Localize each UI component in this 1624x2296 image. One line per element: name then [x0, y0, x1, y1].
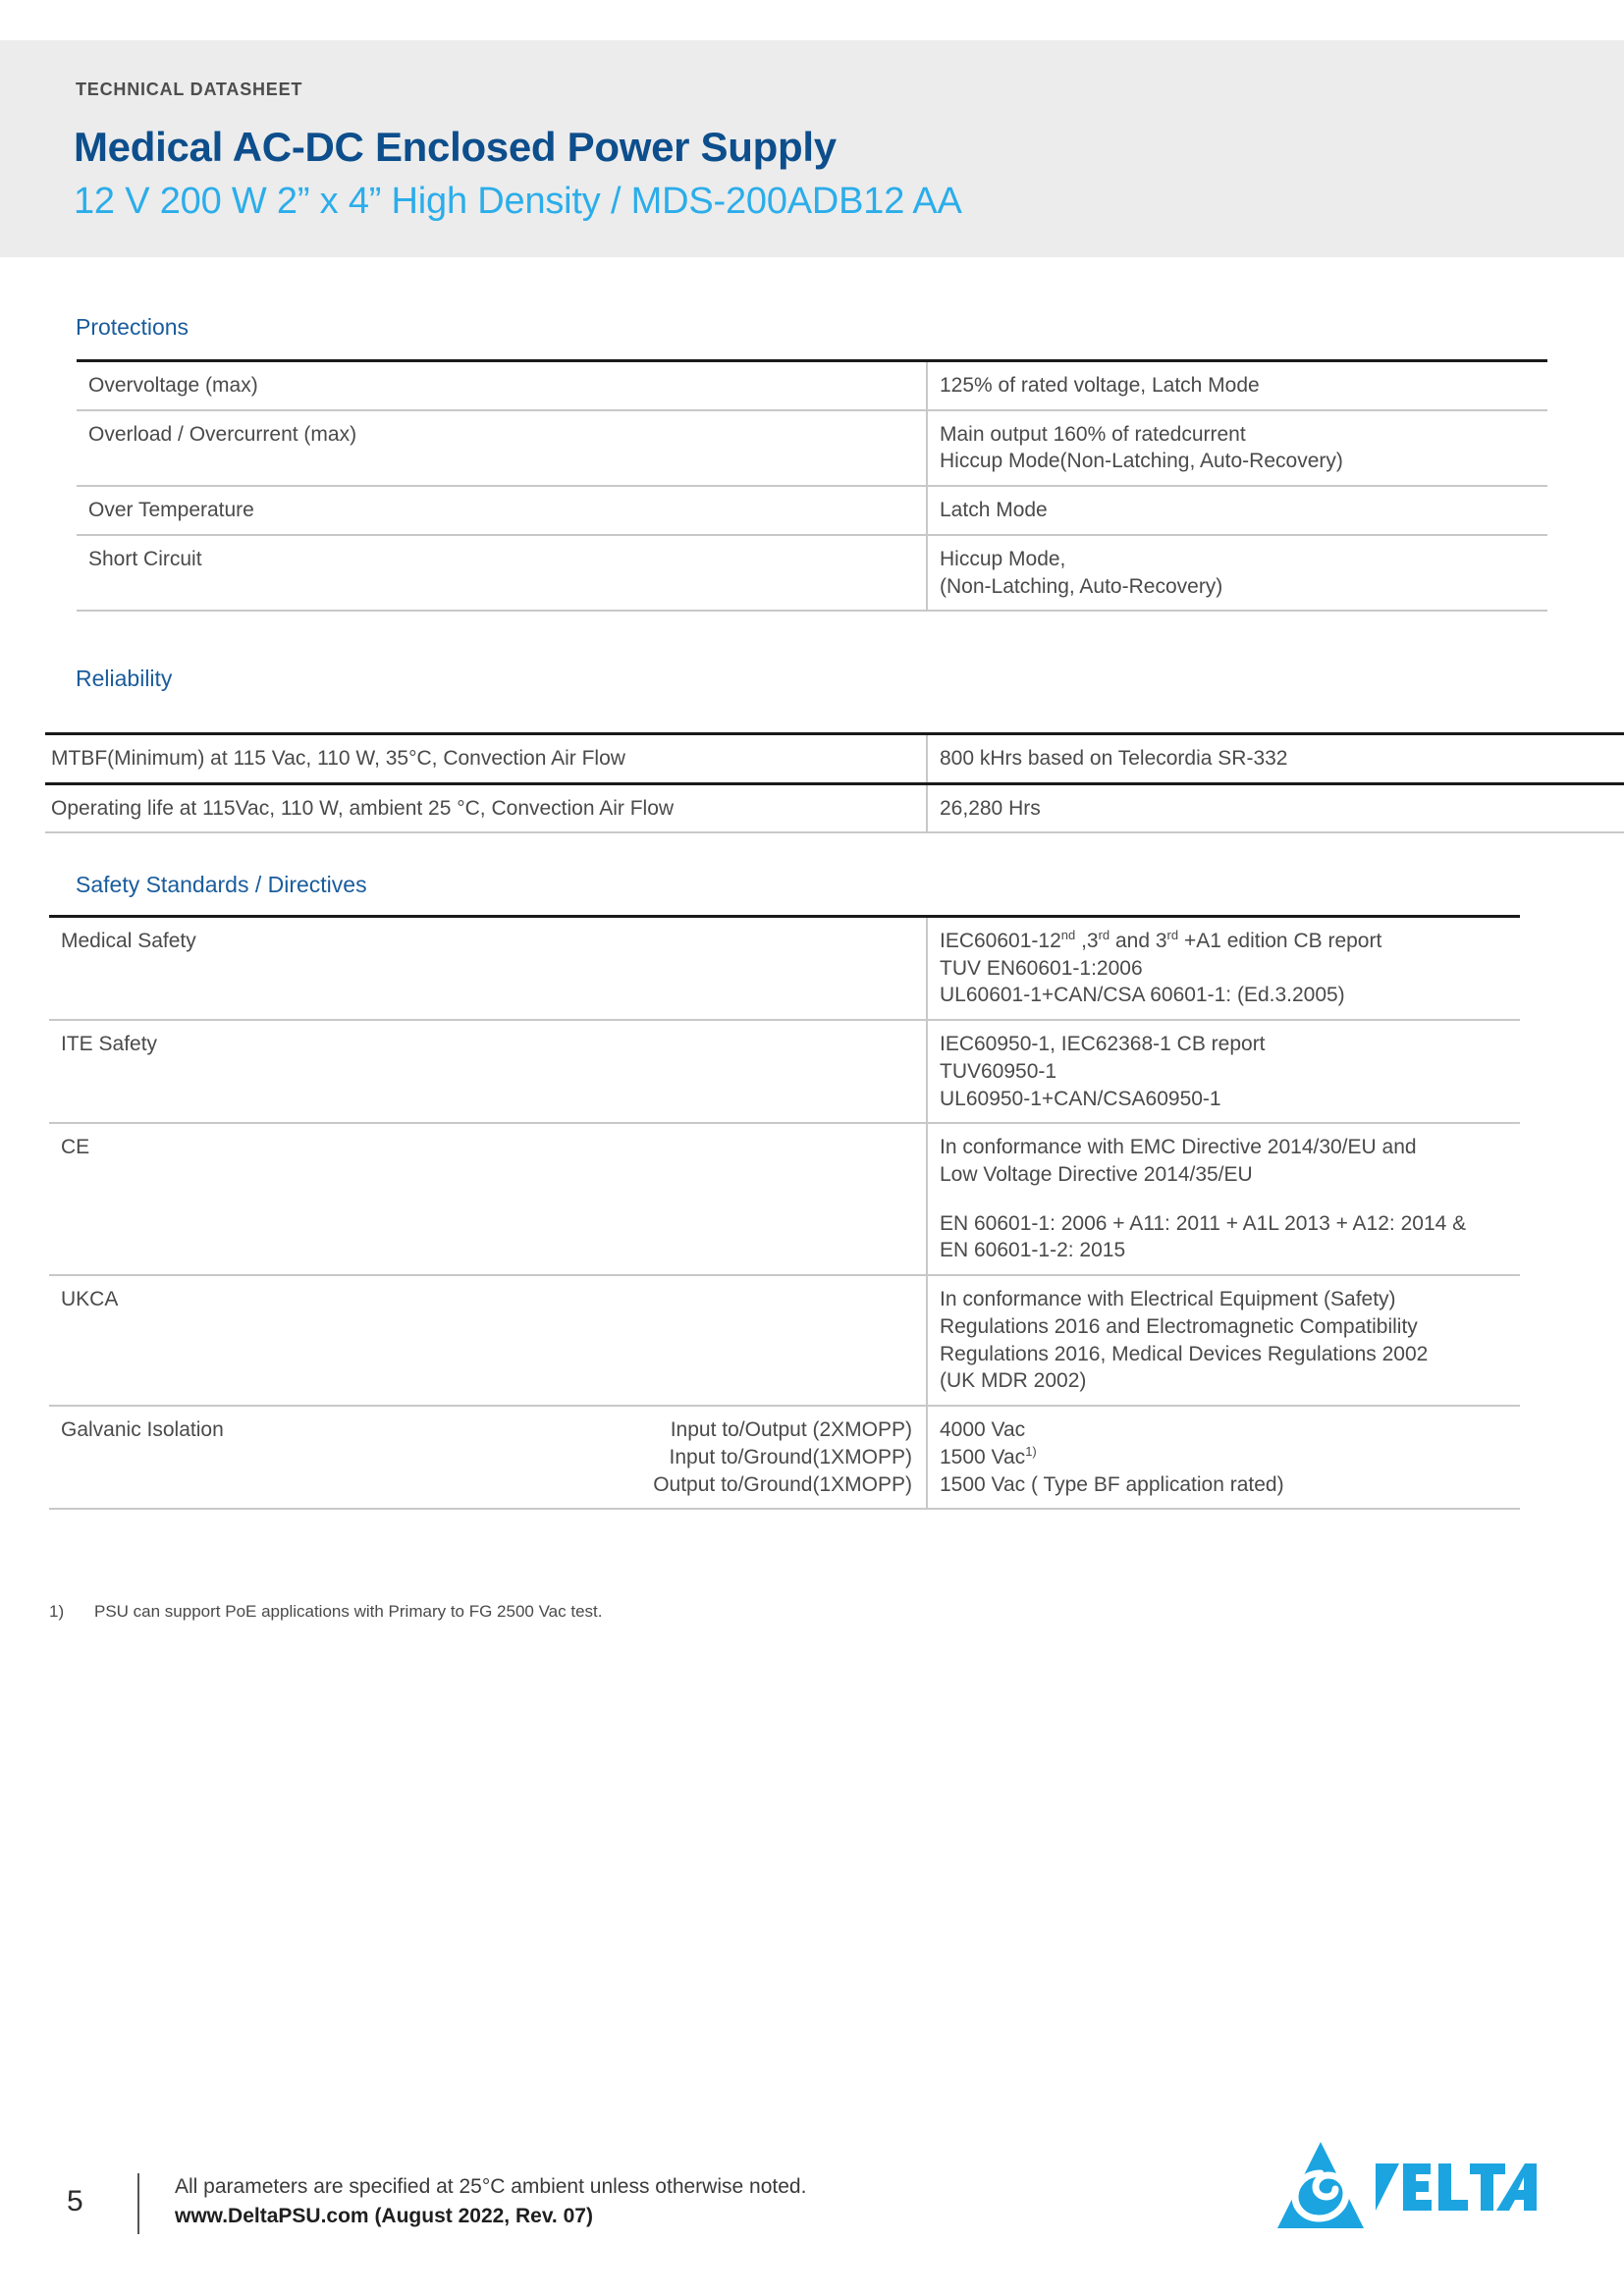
safety-value-4-line1: 4000 Vac: [940, 1418, 1026, 1442]
reliability-table: [45, 732, 1624, 833]
page-number: 5: [67, 2185, 83, 2217]
delta-logo-icon: [1273, 2138, 1539, 2236]
safety-table: [49, 915, 1520, 1510]
protections-label-3: Short Circuit: [77, 535, 927, 611]
section-heading-reliability: Reliability: [76, 666, 173, 691]
protections-value-1-line1: Main output 160% of ratedcurrent: [940, 422, 1246, 446]
protections-label-0: Overvoltage (max): [77, 361, 927, 410]
safety-value-3: [927, 1275, 1520, 1406]
table-row: [77, 486, 1547, 535]
table-row: [77, 361, 1547, 410]
table-row: [45, 734, 1624, 784]
protections-table: [77, 359, 1547, 612]
safety-mid-4-line3: Output to/Ground(1XMOPP): [653, 1472, 912, 1496]
safety-label-4: Galvanic Isolation: [49, 1406, 550, 1509]
reliability-value-0: 800 kHrs based on Telecordia SR-332: [927, 734, 1624, 784]
page-subtitle: 12 V 200 W 2” x 4” High Density / MDS-200ADB12 AA: [74, 181, 962, 222]
safety-value-0-sup1: nd: [1060, 928, 1076, 942]
safety-value-1-line3: UL60950-1+CAN/CSA60950-1: [940, 1087, 1221, 1110]
protections-value-1: [927, 410, 1547, 486]
kicker-label: TECHNICAL DATASHEET: [76, 80, 303, 99]
reliability-label-1: Operating life at 115Vac, 110 W, ambient 25 °C, Convection Air Flow: [45, 783, 927, 832]
safety-value-0-sup3: rd: [1166, 928, 1179, 942]
footnote-text: PSU can support PoE applications with Primary to FG 2500 Vac test.: [94, 1602, 603, 1621]
section-heading-safety: Safety Standards / Directives: [76, 872, 367, 897]
safety-label-2: CE: [49, 1123, 550, 1275]
protections-value-3-line1: Hiccup Mode,: [940, 547, 1066, 570]
protections-label-2: Over Temperature: [77, 486, 927, 535]
safety-mid-4: [550, 1406, 927, 1509]
safety-mid-1: [550, 1020, 927, 1123]
safety-value-1-line2: TUV60950-1: [940, 1059, 1057, 1083]
safety-value-0-pre: IEC60601-12: [940, 930, 1061, 952]
safety-value-2-line2: Low Voltage Directive 2014/35/EU: [940, 1163, 1253, 1187]
safety-value-4-line2-sup: 1): [1025, 1443, 1037, 1459]
safety-value-3-line4: (UK MDR 2002): [940, 1369, 1087, 1393]
safety-value-2-spacer: [940, 1189, 1520, 1210]
reliability-label-0: MTBF(Minimum) at 115 Vac, 110 W, 35°C, Convection Air Flow: [45, 734, 927, 784]
safety-value-0-sup2: rd: [1098, 928, 1110, 942]
safety-mid-2: [550, 1123, 927, 1275]
footnote: [49, 1602, 602, 1622]
table-row: [49, 1406, 1520, 1509]
safety-value-2: [927, 1123, 1520, 1275]
footnote-number: 1): [49, 1602, 65, 1621]
reliability-value-1: 26,280 Hrs: [927, 783, 1624, 832]
table-row: [49, 1020, 1520, 1123]
safety-mid-3: [550, 1275, 927, 1406]
safety-value-2-line1: In conformance with EMC Directive 2014/30/EU and: [940, 1136, 1417, 1159]
safety-value-0-post: +A1 edition CB report: [1178, 930, 1382, 952]
table-row: [49, 917, 1520, 1021]
safety-value-3-line2: Regulations 2016 and Electromagnetic Compatibility: [940, 1314, 1418, 1338]
safety-value-3-line1: In conformance with Electrical Equipment (Safety): [940, 1288, 1396, 1311]
safety-mid-4-line2: Input to/Ground(1XMOPP): [669, 1445, 912, 1468]
safety-value-4-line3: 1500 Vac ( Type BF application rated): [940, 1472, 1284, 1496]
safety-value-4-line2: [940, 1444, 1520, 1471]
safety-value-1: [927, 1020, 1520, 1123]
safety-value-2-line3: EN 60601-1: 2006 + A11: 2011 + A1L 2013 + A12: 2014 &: [940, 1211, 1467, 1235]
safety-value-0-mid: ,3: [1075, 930, 1099, 952]
footer-divider: [137, 2173, 139, 2234]
protections-label-1: Overload / Overcurrent (max): [77, 410, 927, 486]
safety-label-3: UKCA: [49, 1275, 550, 1406]
safety-value-0: [927, 917, 1520, 1021]
safety-value-4: [927, 1406, 1520, 1509]
safety-label-0: Medical Safety: [49, 917, 550, 1021]
table-row: [49, 1275, 1520, 1406]
footer-website[interactable]: www.DeltaPSU.com (August 2022, Rev. 07): [175, 2205, 593, 2227]
safety-mid-4-line1: Input to/Output (2XMOPP): [670, 1418, 912, 1442]
safety-mid-0: [550, 917, 927, 1021]
safety-value-2-line4: EN 60601-1-2: 2015: [940, 1239, 1126, 1262]
protections-value-1-line2: Hiccup Mode(Non-Latching, Auto-Recovery): [940, 450, 1343, 473]
protections-value-3-line2: (Non-Latching, Auto-Recovery): [940, 574, 1223, 598]
table-row: [45, 783, 1624, 832]
safety-value-1-line1: IEC60950-1, IEC62368-1 CB report: [940, 1033, 1266, 1056]
section-heading-protections: Protections: [76, 314, 189, 340]
protections-value-3: [927, 535, 1547, 611]
safety-label-1: ITE Safety: [49, 1020, 550, 1123]
protections-value-2: Latch Mode: [927, 486, 1547, 535]
footer-note: All parameters are specified at 25°C ambient unless otherwise noted.: [175, 2175, 807, 2198]
table-row: [49, 1123, 1520, 1275]
page-title: Medical AC-DC Enclosed Power Supply: [74, 124, 837, 170]
protections-value-0: 125% of rated voltage, Latch Mode: [927, 361, 1547, 410]
safety-value-0-line3: UL60601-1+CAN/CSA 60601-1: (Ed.3.2005): [940, 984, 1345, 1007]
safety-value-3-line3: Regulations 2016, Medical Devices Regulations 2002: [940, 1342, 1429, 1365]
safety-value-4-line2-text: 1500 Vac: [940, 1445, 1026, 1468]
safety-value-0-line1: [940, 928, 1520, 955]
safety-value-0-mid2: and 3: [1110, 930, 1167, 952]
table-row: [77, 535, 1547, 611]
table-row: [77, 410, 1547, 486]
safety-value-0-line2: TUV EN60601-1:2006: [940, 956, 1143, 980]
